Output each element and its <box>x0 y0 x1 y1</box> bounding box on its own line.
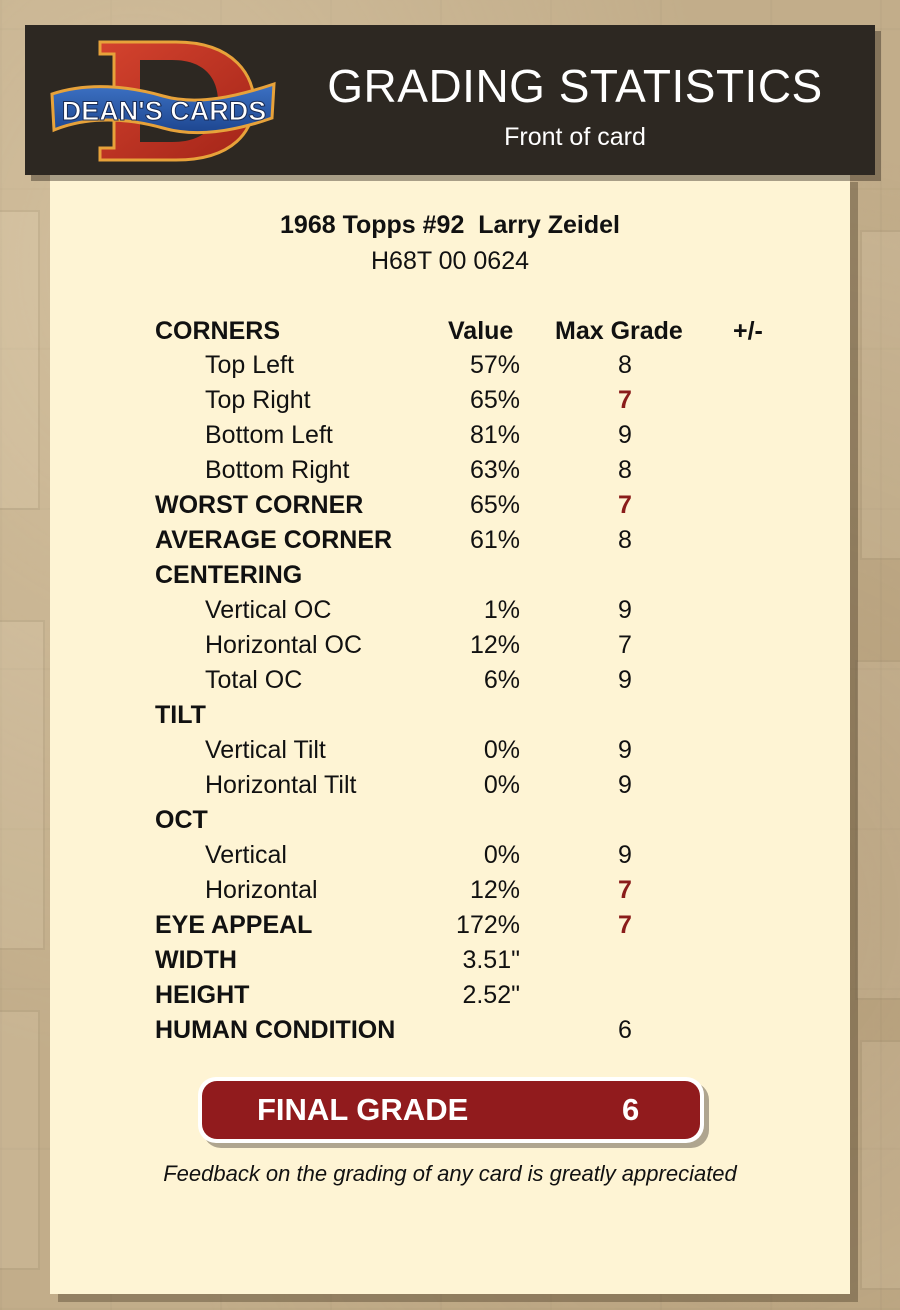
column-header-max-grade: Max Grade <box>555 317 683 345</box>
stat-row <box>0 873 900 908</box>
stat-value: 61% <box>469 526 520 554</box>
stat-max-grade: 7 <box>618 911 632 939</box>
stat-max-grade: 8 <box>618 526 632 554</box>
stat-max-grade: 6 <box>618 1016 632 1044</box>
stat-label: Horizontal Tilt <box>205 771 357 799</box>
stat-value: 65% <box>469 386 520 414</box>
stat-max-grade: 9 <box>618 421 632 449</box>
stats-table <box>0 348 900 1048</box>
stat-row <box>0 908 900 943</box>
stat-label: OCT <box>155 806 208 834</box>
stat-label: Vertical Tilt <box>205 736 326 764</box>
stat-max-grade: 9 <box>618 736 632 764</box>
logo-text: DEAN'S CARDS <box>61 96 267 126</box>
background-card <box>860 1040 900 1290</box>
stat-label: Vertical OC <box>205 596 332 624</box>
stat-value: 3.51" <box>462 946 520 974</box>
stat-value: 65% <box>469 491 520 519</box>
stat-row <box>0 803 900 838</box>
stat-value: 1% <box>483 596 520 624</box>
stat-row <box>0 943 900 978</box>
stat-label: EYE APPEAL <box>155 911 313 939</box>
stat-value: 0% <box>483 841 520 869</box>
stat-label: Horizontal OC <box>205 631 362 659</box>
stat-max-grade: 9 <box>618 596 632 624</box>
deans-cards-logo[interactable] <box>48 38 278 163</box>
stat-row <box>0 418 900 453</box>
stat-label: HUMAN CONDITION <box>155 1016 396 1044</box>
feedback-note: Feedback on the grading of any card is greatly appreciated <box>163 1161 737 1186</box>
stat-row <box>0 1013 900 1048</box>
card-title: 1968 Topps #92 Larry Zeidel <box>280 211 620 239</box>
page-subtitle: Front of card <box>504 123 646 151</box>
stat-label: Top Left <box>205 351 294 379</box>
stat-value: 6% <box>483 666 520 694</box>
stat-label: Bottom Right <box>205 456 350 484</box>
stat-max-grade: 7 <box>618 491 632 519</box>
stat-label: Top Right <box>205 386 311 414</box>
column-header-delta: +/- <box>733 317 763 345</box>
card-code: H68T 00 0624 <box>371 247 529 275</box>
stat-row <box>0 978 900 1013</box>
stat-row <box>0 663 900 698</box>
stat-value: 81% <box>469 421 520 449</box>
stat-label: HEIGHT <box>155 981 250 1009</box>
background-card <box>0 1010 40 1270</box>
stat-max-grade: 9 <box>618 666 632 694</box>
stat-value: 12% <box>469 876 520 904</box>
stat-label: AVERAGE CORNER <box>155 526 393 554</box>
final-grade-value: 6 <box>622 1092 640 1127</box>
stat-value: 172% <box>456 911 520 939</box>
stat-row <box>0 348 900 383</box>
stat-label: WIDTH <box>155 946 237 974</box>
stat-row <box>0 453 900 488</box>
stat-label: Vertical <box>205 841 287 869</box>
stat-max-grade: 7 <box>618 876 632 904</box>
stat-value: 2.52" <box>462 981 520 1009</box>
stat-row <box>0 383 900 418</box>
stat-max-grade: 7 <box>618 386 632 414</box>
stat-max-grade: 8 <box>618 351 632 379</box>
stat-value: 57% <box>469 351 520 379</box>
stat-row <box>0 628 900 663</box>
stat-row <box>0 523 900 558</box>
stat-max-grade: 8 <box>618 456 632 484</box>
stat-value: 0% <box>483 771 520 799</box>
column-header-value: Value <box>448 317 514 345</box>
stat-label: Total OC <box>205 666 303 694</box>
stat-row <box>0 838 900 873</box>
stat-value: 12% <box>469 631 520 659</box>
final-grade-label: FINAL GRADE <box>257 1092 469 1127</box>
stat-label: Horizontal <box>205 876 318 904</box>
stat-row <box>0 558 900 593</box>
page-title: GRADING STATISTICS <box>327 60 823 112</box>
stat-max-grade: 7 <box>618 631 632 659</box>
stat-value: 0% <box>483 736 520 764</box>
stat-label: TILT <box>155 701 206 729</box>
column-header-corners: CORNERS <box>155 317 281 345</box>
stat-max-grade: 9 <box>618 771 632 799</box>
stat-row <box>0 733 900 768</box>
stat-row <box>0 698 900 733</box>
stat-max-grade: 9 <box>618 841 632 869</box>
stat-label: CENTERING <box>155 561 303 589</box>
stat-label: Bottom Left <box>205 421 333 449</box>
stat-row <box>0 593 900 628</box>
stat-row <box>0 488 900 523</box>
stat-row <box>0 768 900 803</box>
final-grade-bar <box>202 1081 700 1139</box>
stat-value: 63% <box>469 456 520 484</box>
stat-label: WORST CORNER <box>155 491 364 519</box>
final-grade-box <box>198 1077 704 1143</box>
